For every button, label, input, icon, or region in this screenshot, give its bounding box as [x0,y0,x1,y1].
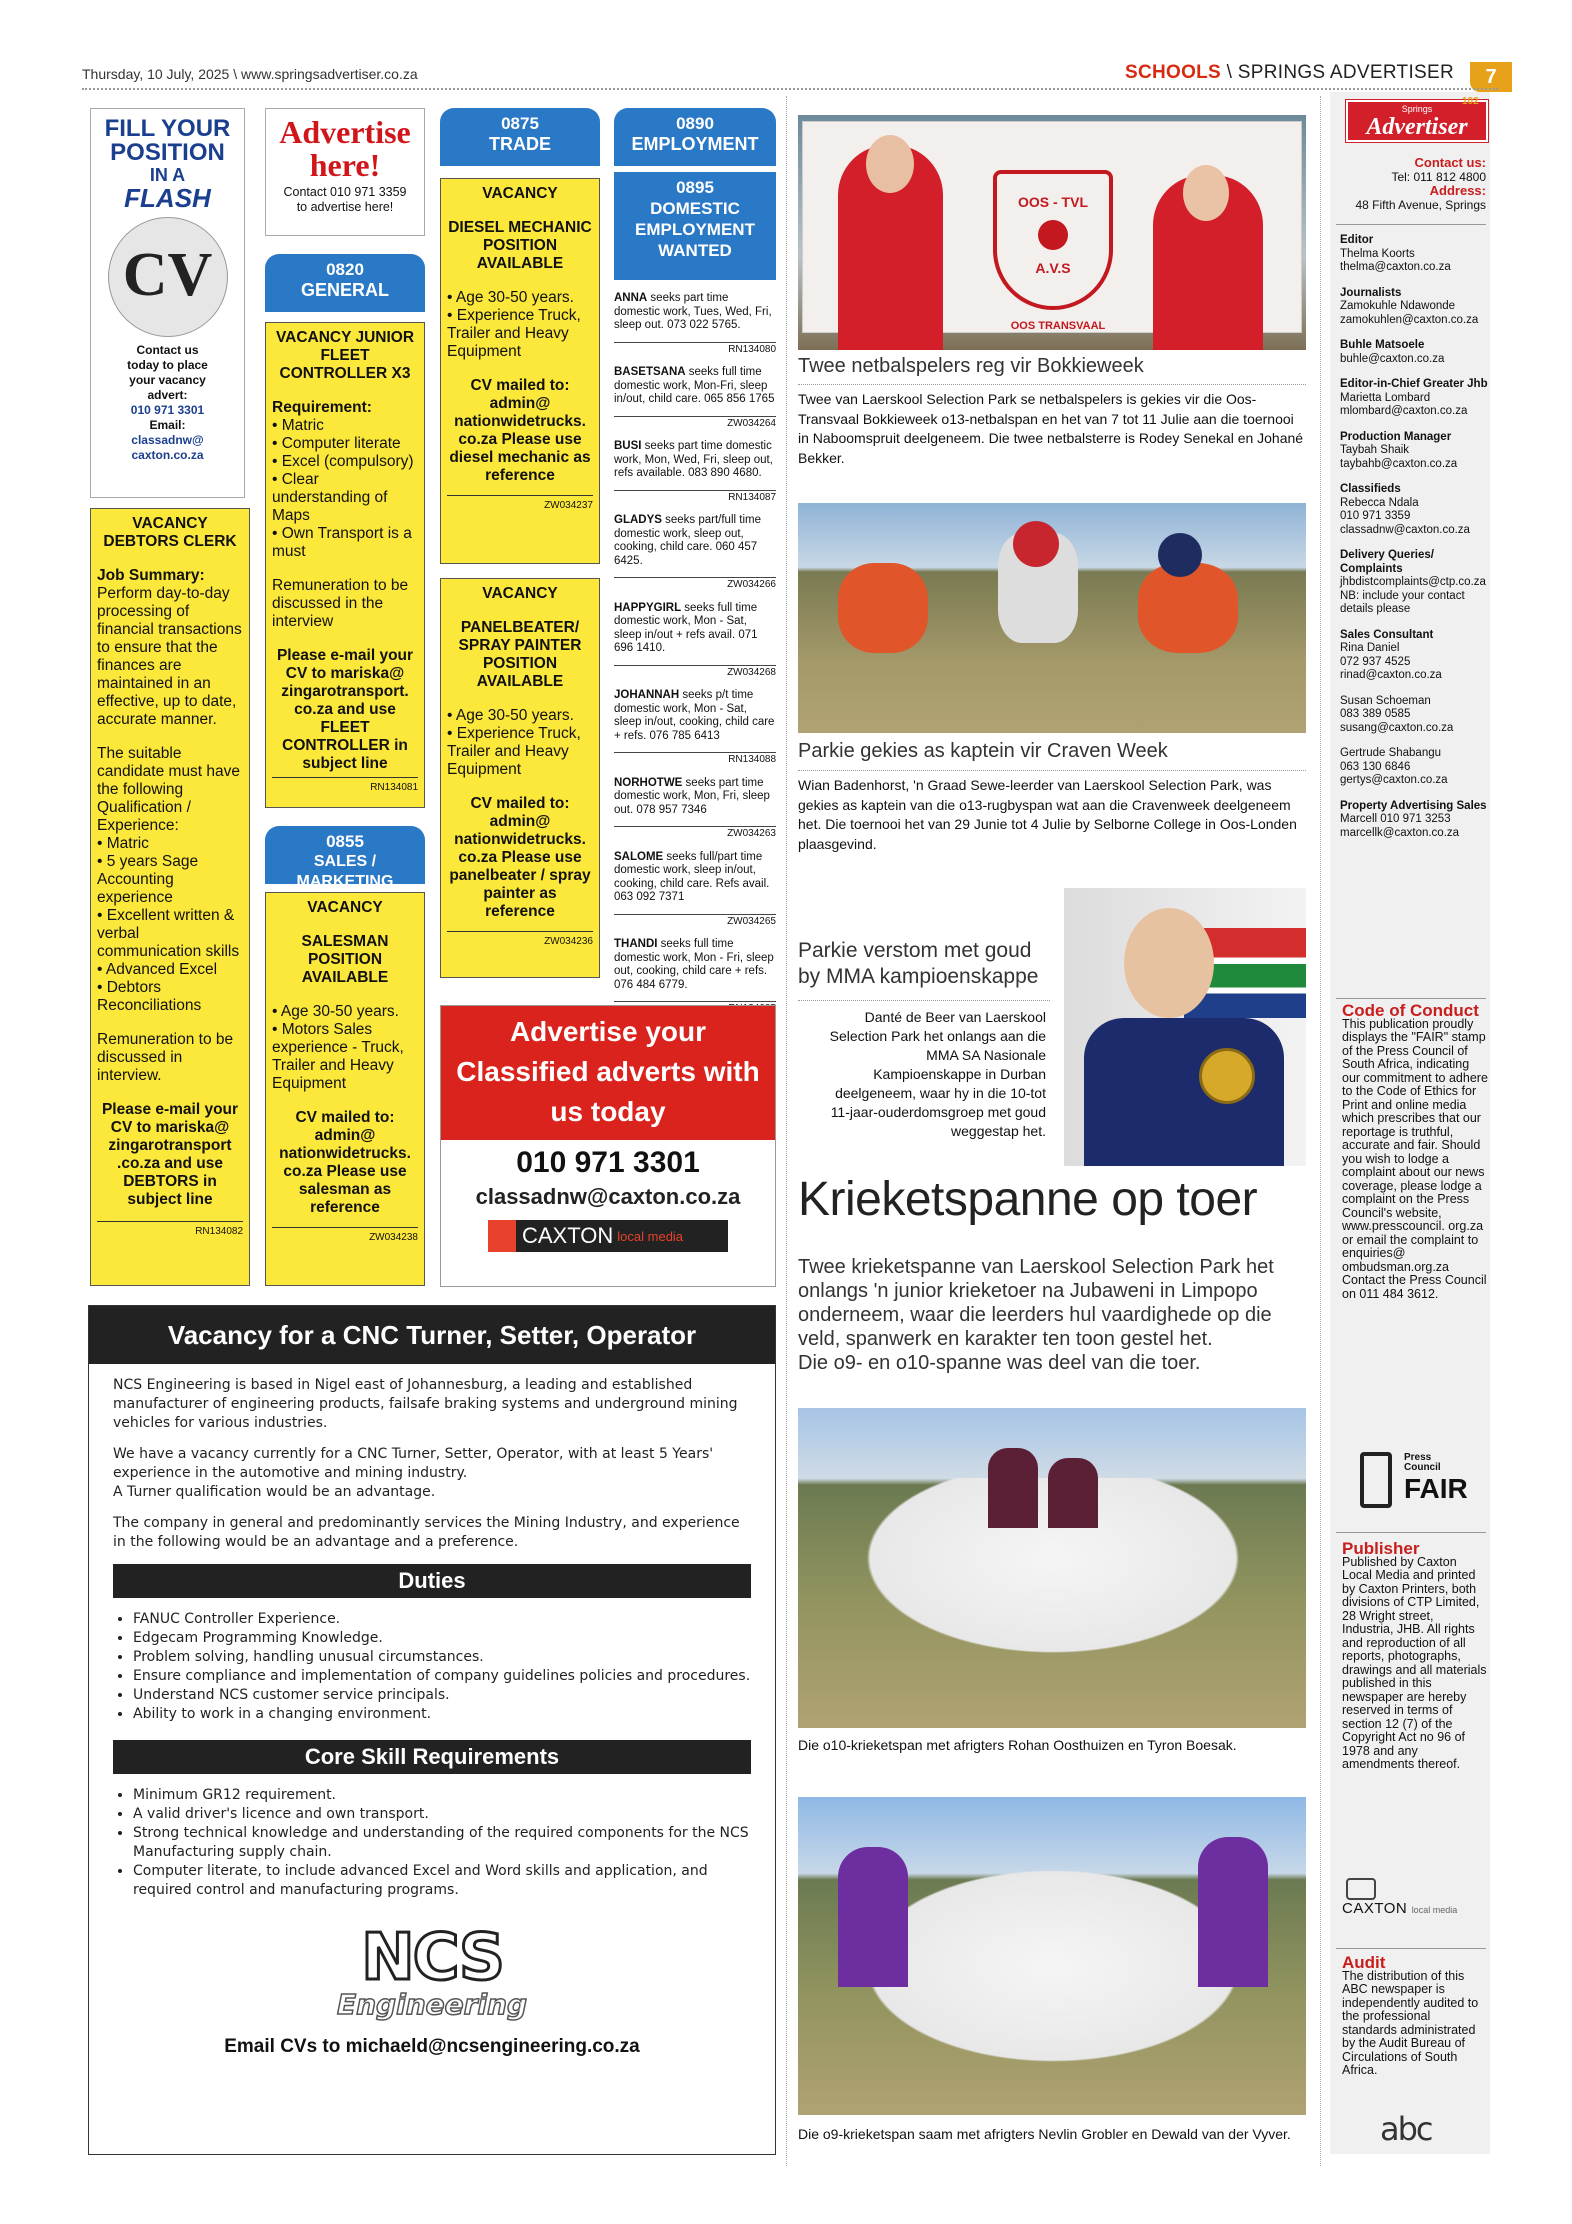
wanted-item [614,292,776,356]
staff-group [1340,339,1490,366]
fleet-item: • Computer literate [272,435,401,452]
advertise-here-ad [265,108,425,236]
employment-title: EMPLOYMENT [631,134,759,154]
coc-head: Code of Conduct [1342,1001,1479,1020]
panel-mail: CV mailed to: admin@ nationwidetrucks. co.za Please use panelbeater / spray painter as reference [449,795,591,920]
staff-line: Marcell 010 971 3253 [1340,813,1451,825]
fleet-email: Please e-mail your CV to mariska@ zingarotransport. co.za and use FLEET CONTROLLER in subject line [276,647,414,772]
debtors-item: • Debtors Reconciliations [97,979,202,1014]
player-left-face [866,135,914,193]
logo-small: Springs [1401,104,1433,114]
debtors-summary-head: Job Summary: [97,567,205,584]
wanted-item [614,689,776,767]
mma-headline-1: Parkie verstom met goud [798,939,1032,962]
staff-line: classadnw@caxton.co.za [1340,523,1470,536]
contact-line: your vacancy [129,373,206,387]
classified-banner [441,1006,775,1140]
wanted-item [614,938,776,1016]
fair-label: FAIR [1404,1473,1468,1504]
wanted-text: seeks part time domestic work, Mon, Wed, Fri, sleep out, refs available. 083 890 4680. [614,440,773,479]
wanted-item [614,440,776,504]
mma-headline [798,938,1058,990]
coach [1198,1837,1268,1987]
skill-item: • A valid driver's licence and own transport. [133,1805,751,1824]
wanted-item [614,514,776,592]
wanted-text: seeks full/part time domestic work, sleep in/out, cooking, child care. Refs avail. 063 092 7371 [614,850,770,903]
wanted-name: NORHOTWE [614,776,683,789]
headline-rule [798,384,1306,385]
ad-ref: ZW034263 [614,826,776,841]
wanted-text: seeks part time domestic work, Mon, Fri, sleep out. 078 957 7346 [614,776,770,816]
publisher-head: Publisher [1342,1539,1420,1558]
panel-title: VACANCY [482,585,558,602]
cricket-caption-1: Die o10-krieketspan met afrigters Rohan Oosthuizen en Tyron Boesak. [798,1737,1237,1753]
rose-icon [1038,220,1068,250]
banner-text: OOS - TVL [1018,194,1088,210]
ad-ref: RN134087 [614,490,776,505]
classified-line-3: us today [550,1096,666,1127]
staff-line: Thelma Koorts [1340,247,1415,260]
debtors-subtitle: DEBTORS CLERK [103,533,237,550]
staff-line: gertys@caxton.co.za [1340,774,1448,786]
trade-heading [440,108,600,166]
cnc-body [89,1364,775,1552]
salesman-ad [265,892,425,1286]
diesel-item: • Age 30-50 years. [447,289,574,306]
ncs-logo-main: NCS [361,1921,503,1995]
skill-item: • Strong technical knowledge and understanding of the required components for the NCS Manufacturing supply chain. [133,1824,751,1862]
address-head: Address: [1429,183,1486,198]
skills-list [89,1786,775,1900]
fill-line-1: FILL YOUR [104,115,231,142]
duty-item: • Problem solving, handling unusual circumstances. [133,1648,751,1667]
classified-phone: 010 971 3301 [516,1146,700,1179]
column-divider [1320,96,1321,2166]
panelbeater-ad [440,578,600,978]
staff-role: Delivery Queries/ Complaints [1340,549,1434,575]
duty-item: • Edgecam Programming Knowledge. [133,1629,751,1648]
panel-item: • Experience Truck, Trailer and Heavy Equipment [447,725,581,778]
code-of-conduct [1342,1001,1488,1301]
diesel-mail: CV mailed to: admin@ nationwidetrucks. co.za Please use diesel mechanic as reference [449,377,591,484]
cnc-para: We have a vacancy currently for a CNC Turner, Setter, Operator, with at least 5 Years' experience in the automotive and mining industry. [113,1446,714,1481]
sidebar-contact [1336,156,1486,212]
employment-number: 0890 [676,114,714,133]
duty-item: • Ensure compliance and implementation of company guidelines policies and procedures. [133,1667,751,1686]
cnc-vacancy-ad [88,1305,776,2155]
ad-ref: ZW034264 [614,416,776,431]
panel-subtitle: PANELBEATER/ SPRAY PAINTER POSITION AVAILABLE [458,619,582,690]
cnc-para: A Turner qualification would be an advantage. [113,1484,436,1500]
wanted-text: seeks full time domestic work, Mon - Sat, sleep in/out + refs avail. 071 696 1410. [614,601,758,654]
headline-rule [798,770,1306,771]
cnc-para: The company in general and predominantly services the Mining Industry, and experience in the following would be an advantage and a preference. [113,1515,740,1550]
classified-line-1: Advertise your [509,1016,707,1047]
caxton-brand: CAXTON [522,1223,614,1248]
duties-list [89,1610,775,1724]
coach [1048,1458,1098,1528]
cv-graphic [108,217,228,337]
headline-rule [798,1000,1050,1001]
mma-headline-2: by MMA kampioenskappe [798,965,1039,988]
advertise-here-title-1: Advertise [279,114,411,150]
cnc-para: NCS Engineering is based in Nigel east of Johannesburg, a leading and established manufacturer of engineering products, failsafe braking systems and underground mining vehicles for various industries. [113,1377,738,1431]
fill-position-ad [90,108,245,498]
ad-ref: ZW034266 [614,577,776,592]
gold-medal-icon [1199,1048,1255,1104]
classified-email: classadnw@caxton.co.za [475,1184,741,1209]
contact-line: advert: [147,388,188,402]
wanted-name: HAPPYGIRL [614,601,682,614]
wanted-text: seeks full time domestic work, Mon - Fri, sleep out, cooking, child care + refs. 076 484 6779. [614,938,774,991]
domestic-title: DOMESTIC EMPLOYMENT WANTED [635,199,755,260]
netball-headline: Twee netbalspelers reg vir Bokkieweek [798,355,1144,377]
staff-line: susang@caxton.co.za [1340,721,1454,734]
ncs-logo [89,1921,775,2021]
staff-line: Gertrude Shabangu [1340,747,1442,759]
banner-emblem [993,170,1113,310]
cnc-email: Email CVs to michaeld@ncsengineering.co.za [224,2036,640,2057]
caxton-logo [488,1220,728,1252]
duty-item: • Understand NCS customer service principals. [133,1686,751,1705]
staff-line: marcellk@caxton.co.za [1340,826,1460,839]
staff-group [1340,800,1490,841]
fleet-item: • Clear understanding of Maps [272,471,388,524]
ad-ref: RN134080 [614,342,776,357]
staff-group [1340,431,1490,472]
ad-ref: ZW034238 [272,1227,418,1247]
cricket-intro-text-2: Die o9- en o10-spanne was deel van die toer. [798,1352,1201,1374]
staff-line: mlombard@caxton.co.za [1340,405,1468,417]
classified-line-2: Classified adverts with [456,1056,760,1087]
publisher-text: Published by Caxton Local Media and printed by Caxton Printers, both divisions of CTP Limited, 28 Wright street, Industria, JHB. All rights and reproduction of all reports, photographs, drawings and all materials published in this newspaper are hereby reserved in terms of section 12 (7) of the Copyright Act no 96 of 1978 and any amendments thereof. [1342,1554,1487,1771]
staff-line: thelma@caxton.co.za [1340,261,1451,273]
general-heading [265,254,425,312]
diesel-title: VACANCY [482,185,558,202]
contact-phone: 010 971 3301 [130,403,205,417]
salesman-subtitle: SALESMAN POSITION AVAILABLE [301,933,389,986]
publisher [1342,1539,1488,1772]
rugby-headline: Parkie gekies as kaptein vir Craven Week [798,740,1168,762]
staff-line: zamokuhlen@caxton.co.za [1340,313,1479,326]
sales-heading [265,826,425,890]
staff-group [1340,695,1490,736]
salesman-title: VACANCY [307,899,383,916]
staff-group [1340,747,1490,788]
staff-role: Classifieds [1340,483,1401,495]
sidebar-rule [1336,998,1486,999]
contact-head: Contact us: [1414,155,1486,170]
salesman-mail: CV mailed to: admin@ nationwidetrucks. co.za Please use salesman as reference [279,1109,411,1216]
staff-group [1340,378,1490,419]
address: 48 Fifth Avenue, Springs [1355,198,1486,212]
fleet-req: Requirement: [272,399,372,416]
rugby-photo [798,503,1306,733]
fleet-item: • Own Transport is a must [272,525,412,560]
cnc-title: Vacancy for a CNC Turner, Setter, Operator [89,1306,775,1364]
fleet-item: • Matric [272,417,324,434]
sales-number: 0855 [326,832,364,851]
staff-line: Susan Schoeman [1340,694,1431,707]
wanted-name: SALOME [614,850,664,863]
contact-line: Contact us [136,343,199,357]
wanted-item [614,602,776,680]
player-3 [1138,563,1238,653]
classified-ad [440,1005,776,1287]
trade-title: TRADE [489,134,551,154]
advertise-here-contact: Contact 010 971 3359 to advertise here! [283,185,407,214]
caxton-sub: local media [617,1228,684,1244]
caxton-icon [1346,1878,1376,1900]
wanted-text: seeks p/t time domestic work, Mon - Sat, sleep in/out, cooking, child care + refs. 076 785 6413 [614,689,775,742]
player-right-face [1183,165,1229,221]
cricket-photo-o9 [798,1797,1306,2115]
contact-line: Email: [149,418,186,432]
wanted-text: seeks part/full time domestic work, sleep out, cooking, child care. 060 457 6425. [614,514,761,567]
section-label: SCHOOLS [1124,62,1222,83]
debtors-item: • 5 years Sage Accounting experience [97,853,199,906]
debtors-candidate: The suitable candidate must have the following Qualification / Experience: [97,745,241,834]
staff-line: Marietta Lombard [1340,391,1431,404]
wanted-name: THANDI [614,938,658,950]
salesman-item: • Motors Sales experience - Truck, Trailer and Heavy Equipment [272,1021,404,1092]
caxton-sub: local media [1411,1905,1458,1915]
council-label: Council [1404,1462,1441,1473]
player-3-head [1158,533,1202,577]
mma-text: Danté de Beer van Laerskool Selection Park het onlangs aan die MMA SA Nasionale Kampioenskappe in Durban deelgeneem, waar hy in die 10-tot 11-jaar-ouderdomsgroep met goud weggestap het. [829,1009,1046,1139]
ad-ref: ZW034268 [614,665,776,680]
diesel-subtitle: DIESEL MECHANIC POSITION AVAILABLE [448,219,592,272]
rugby-text: Wian Badenhorst, 'n Graad Sewe-leerder van Laerskool Selection Park, was gekies as kaptein van die o13-rugbyspan wat aan die Cravenweek deelgeneem het. Die toernooi het van 29 Junie tot 4 Julie by Selborne College in Oos-Londen plaasgevind. [798,777,1297,852]
staff-line: 010 971 3359 [1340,510,1411,522]
staff-line: NB: include your contact details please [1340,589,1465,615]
banner-caption: OOS TRANSVAAL [1010,320,1106,332]
press-label: Press [1404,1452,1432,1463]
sidebar-rule [1336,1948,1486,1949]
sidebar-rule [1336,224,1486,225]
boy-shirt [1084,1018,1284,1166]
fill-contact [91,343,244,463]
cricket-headline: Krieketspanne op toer [798,1173,1258,1226]
player-1 [838,563,928,653]
contact-tel: Tel: 011 812 4800 [1391,170,1486,184]
cricket-photo-o10 [798,1408,1306,1728]
mma-photo [1064,888,1306,1166]
contact-line: today to place [127,358,208,372]
coach [838,1847,908,1987]
staff-line: Rina Daniel [1340,642,1400,654]
staff-line: 063 130 6846 [1340,760,1411,773]
staff-line: jhbdistcomplaints@ctp.co.za [1340,576,1486,588]
duty-item: • FANUC Controller Experience. [133,1610,751,1629]
staff-role: Editor-in-Chief Greater Jhb [1340,378,1488,390]
publication-name: SPRINGS ADVERTISER [1237,62,1454,83]
staff-group [1340,629,1490,683]
logo-badge: 102 [1462,96,1479,107]
staff-group [1340,483,1490,537]
debtors-title: VACANCY [132,515,208,532]
ncs-logo-sub: Engineering [337,1988,527,2021]
staff-role: Journalists [1340,286,1402,299]
wanted-name: BASETSANA [614,366,686,378]
ad-ref: RN134082 [97,1221,243,1241]
staff-group [1340,287,1490,328]
coc-text: This publication proudly displays the "FAIR" stamp of the Press Council of South Africa, indicating our commitment to adhere to the Code of Ethics for Print and online media which prescribes that our reportage is truthful, accurate and fair. Should you wish to lodge a complaint about our news coverage, please lodge a complaint on the Press Council's website, www.presscouncil. org.za or email the complaint to enquiries@ ombudsman.org.za Contact the Press Council on 011 484 3612. [1342,1016,1488,1301]
staff-line: buhle@caxton.co.za [1340,352,1445,365]
debtors-email: Please e-mail your CV to mariska@ zingarotransport .co.za and use DEBTORS in subject line [101,1101,239,1208]
ad-ref: ZW034265 [614,914,776,929]
wanted-name: JOHANNAH [614,689,680,701]
debtors-remun: Remuneration to be discussed in interview. [97,1031,234,1084]
staff-line: rinad@caxton.co.za [1340,669,1442,681]
employment-heading [614,108,776,166]
ad-ref: ZW034236 [447,931,593,951]
general-number: 0820 [326,260,364,279]
staff-role: Property Advertising Sales [1340,799,1487,812]
boy-face [1124,908,1214,1018]
debtors-summary: Perform day-to-day processing of financial transactions to ensure that the finances are maintained in an effective, up to date, accurate manner. [97,585,242,728]
caxton-brand: CAXTON [1342,1900,1408,1917]
skills-heading: Core Skill Requirements [113,1740,751,1774]
trade-number: 0875 [501,114,539,133]
debtors-item: • Matric [97,835,149,852]
audit [1342,1953,1488,2078]
caxton-icon [488,1220,516,1252]
cricket-intro-text: Twee krieketspanne van Laerskool Selection Park het onlangs 'n junior krieketoer na Jubaweni in Limpopo onderneem, waar die leerders hul vaardighede op die veld, spanwerk en karakter ten toon gestel het. [798,1256,1274,1350]
staff-line: Zamokuhle Ndawonde [1340,300,1456,312]
wanted-name: ANNA [614,292,648,304]
panel-item: • Age 30-50 years. [447,707,574,724]
column-divider [786,96,787,2166]
wanted-text: seeks full time domestic work, Mon-Fri, sleep in/out, child care. 065 856 1765 [614,366,775,405]
fill-line-3: IN A [149,165,186,185]
contact-email: classadnw@ [131,433,204,447]
ad-ref: RN134088 [614,752,776,767]
cricket-caption-2: Die o9-krieketspan saam met afrigters Nevlin Grobler en Dewald van der Vyver. [798,2126,1291,2142]
duty-item: • Ability to work in a changing environment. [133,1705,751,1724]
staff-group [1340,234,1490,275]
general-title: GENERAL [300,280,389,300]
page-number: 7 [1470,62,1512,92]
staff-line: Rebecca Ndala [1340,496,1419,509]
fleet-controller-ad [265,322,425,808]
coach [988,1448,1038,1528]
cv-text: CV [122,241,213,309]
diesel-mechanic-ad [440,178,600,564]
caxton-sidebar-logo [1342,1878,1488,1918]
netball-photo [798,115,1306,350]
ad-ref: ZW034237 [447,495,593,515]
wanted-name: BUSI [614,440,642,452]
staff-role: Buhle Matsoele [1340,339,1425,351]
wanted-list [614,292,776,1016]
staff-list [1340,234,1490,852]
netball-text: Twee van Laerskool Selection Park se netbalspelers is gekies vir die Oos-Transvaal Bokkieweek o13-netbalspan en het van 7 tot 11 Julie aan die toernooi in Naboomspruit deelgeneem. Die twee netbalsterre is Rodey Senekal en Johané Bekker. [798,391,1304,466]
staff-line: 072 937 4525 [1340,655,1411,668]
header-divider [82,88,1498,90]
debtors-item: • Advanced Excel [97,961,218,978]
staff-role: Sales Consultant [1340,628,1434,641]
wanted-name: GLADYS [614,514,662,526]
fleet-title: VACANCY JUNIOR FLEET CONTROLLER X3 [275,329,415,382]
fleet-remun: Remuneration to be discussed in the interview [272,577,409,630]
ad-ref: RN134081 [272,777,418,797]
domestic-heading [614,172,776,280]
fair-icon [1360,1452,1392,1508]
diesel-item: • Experience Truck, Trailer and Heavy Equipment [447,307,581,360]
abc-logo: abc [1380,2110,1432,2148]
staff-line: taybahb@caxton.co.za [1340,457,1458,470]
debtors-clerk-ad [90,508,250,1286]
domestic-number: 0895 [676,178,714,197]
wanted-item [614,366,776,430]
fill-line-2: POSITION [110,139,225,166]
logo-main: Advertiser [1366,114,1468,140]
staff-group [1340,549,1490,617]
staff-role: Editor [1340,234,1374,246]
staff-role: Production Manager [1340,430,1452,443]
salesman-item: • Age 30-50 years. [272,1003,399,1020]
press-council-logo [1360,1448,1480,1512]
skill-item: • Computer literate, to include advanced Excel and Word skills and application, and required control and manufacturing programs. [133,1862,751,1900]
debtors-item: • Excellent written & verbal communication skills [97,907,240,960]
fill-line-4: FLASH [124,183,211,213]
staff-line: 083 389 0585 [1340,708,1411,720]
wanted-item [614,777,776,841]
header-section: SCHOOLS \ SPRINGS ADVERTISER [1124,62,1454,83]
skill-item: • Minimum GR12 requirement. [133,1786,751,1805]
duties-heading: Duties [113,1564,751,1598]
header-date-url: Thursday, 10 July, 2025 \ www.springsadvertiser.co.za [82,66,418,82]
banner-text: A.V.S [1035,260,1071,276]
cricket-intro [798,1255,1306,1375]
audit-text: The distribution of this ABC newspaper is independently audited to the professional standards administrated by the Audit Bureau of Circulations of South Africa. [1342,1968,1479,2077]
wanted-item [614,851,776,929]
advertise-here-title-2: here! [309,147,381,183]
contact-email: caxton.co.za [131,448,204,462]
audit-head: Audit [1342,1953,1386,1972]
sales-title: SALES / MARKETING [296,853,394,890]
sidebar-rule [1336,1532,1486,1533]
wanted-text: seeks part time domestic work, Tues, Wed, Fri, sleep out. 073 022 5765. [614,292,772,331]
fleet-item: • Excel (compulsory) [272,453,414,470]
player-2-head [1013,521,1059,567]
staff-line: Taybah Shaik [1340,444,1410,456]
